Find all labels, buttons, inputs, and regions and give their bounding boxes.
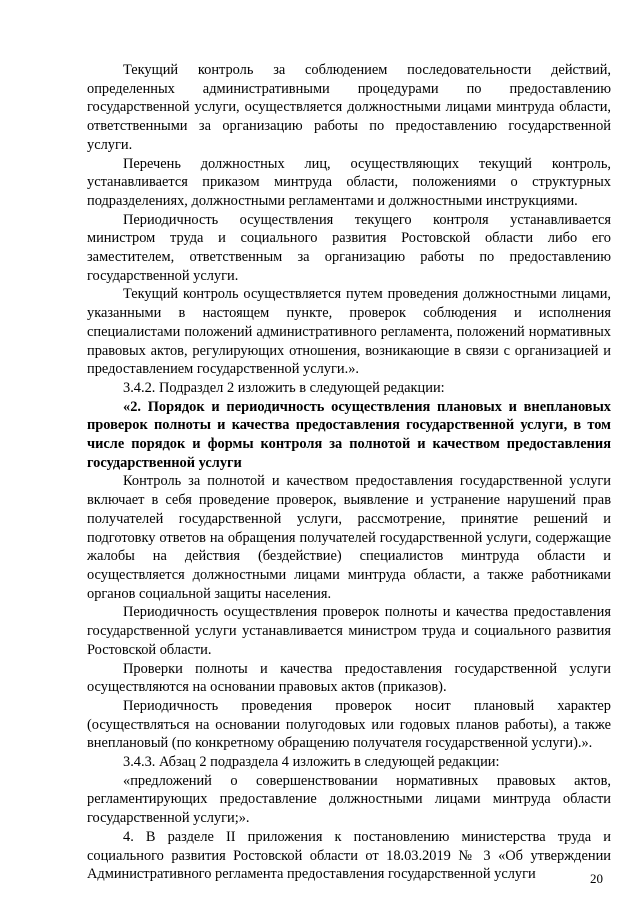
page-number: 20 (590, 871, 603, 886)
section-heading-inspections: «2. Порядок и периодичность осуществления плановых и внеплановых проверок полноты и качества предоставления государственной услуги, в том числе порядок и формы контроля за полнотой и качеством предоставления государственной услуги (87, 398, 611, 471)
paragraph-item-4: 4. В разделе II приложения к постановлению министерства труда и социального развития Ростовской области от 18.03.2019 № 3 «Об утверждении Административного регламента предоставления государственной услуги (87, 828, 611, 883)
paragraph-control-periodicity: Периодичность осуществления текущего контроля устанавливается министром труда и социального развития Ростовской области либо его заместителем, ответственным за организацию работы по предоставлению государственной услуги. (87, 211, 611, 284)
paragraph-quality-control: Контроль за полнотой и качеством предоставления государственной услуги включает в себя проведение проверок, выявление и устранение нарушений прав получателей государственной услуги, рассмотрение, принятие решений и подготовку ответов на обращения получателей государственной услуги, содержащие жалобы на действия (бездействие) специалистов минтруда области и осуществляется должностными лицами минтруда области, а также работниками органов социальной защиты населения. (87, 473, 611, 602)
paragraph-item-3-4-3: 3.4.3. Абзац 2 подраздела 4 изложить в следующей редакции: (123, 754, 500, 771)
document-body (87, 61, 611, 884)
paragraph-current-control: Текущий контроль за соблюдением последовательности действий, определенных административными процедурами по предоставлению государственной услуги, осуществляется должностными лицами минтруда области, ответственными за организацию работы по предоставлению государственной услуги. (87, 62, 611, 153)
paragraph-control-method: Текущий контроль осуществляется путем проведения должностными лицами, указанными в настоящем пункте, проверок соблюдения и исполнения специалистами положений административного регламента, положений нормативных правовых актов, регулирующих отношения, возникающие в связи с организацией и предоставлением государственной услуги.». (87, 286, 611, 378)
paragraph-list-of-officials: Перечень должностных лиц, осуществляющих текущий контроль, устанавливается приказом минтруда области, положениями о структурных подразделениях, должностными регламентами и должностными инструкциями. (87, 155, 611, 209)
paragraph-proposals: «предложений о совершенствовании нормативных правовых актов, регламентирующих предоставление должностными лицами минтруда области государственной услуги;». (87, 772, 611, 827)
paragraph-inspection-basis: Проверки полноты и качества предоставления государственной услуги осуществляются на основании правовых актов (приказов). (87, 660, 611, 696)
paragraph-inspection-character: Периодичность проведения проверок носит плановый характер (осуществляться на основании полугодовых или годовых планов работы), а также внеплановый (по конкретному обращению получателя государственной услуги).». (87, 697, 611, 752)
paragraph-item-3-4-2: 3.4.2. Подраздел 2 изложить в следующей редакции: (123, 379, 445, 396)
paragraph-inspection-periodicity: Периодичность осуществления проверок полноты и качества предоставления государственной услуги устанавливается министром труда и социального развития Ростовской области. (87, 604, 611, 658)
